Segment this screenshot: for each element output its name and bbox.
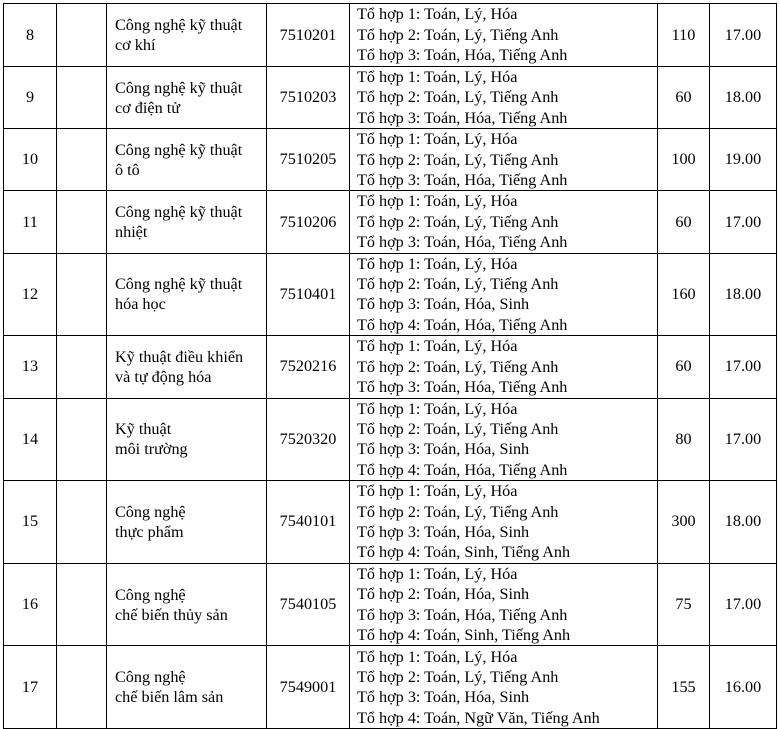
subject-combination: Tổ hợp 3: Toán, Hóa, Tiếng Anh bbox=[357, 46, 568, 65]
row-number: 9 bbox=[4, 67, 57, 129]
benchmark-score: 18.00 bbox=[710, 481, 777, 564]
subject-combination: Tổ hợp 1: Toán, Lý, Hóa bbox=[357, 564, 518, 583]
subject-combinations bbox=[350, 129, 658, 191]
subject-combination: Tổ hợp 2: Toán, Lý, Tiếng Anh bbox=[357, 25, 559, 44]
subject-combination: Tổ hợp 3: Toán, Hóa, Sinh bbox=[357, 440, 530, 459]
subject-combination: Tổ hợp 3: Toán, Hóa, Sinh bbox=[357, 688, 530, 707]
subject-combination: Tổ hợp 2: Toán, Lý, Tiếng Anh bbox=[357, 88, 559, 107]
program-name-line: Công nghệ kỹ thuật bbox=[115, 16, 243, 34]
subject-combinations bbox=[350, 67, 658, 129]
program-name-line: ô tô bbox=[115, 160, 140, 179]
table-body bbox=[4, 4, 777, 729]
quota: 75 bbox=[658, 563, 710, 646]
program-code: 7520320 bbox=[267, 398, 350, 481]
subject-combination: Tổ hợp 3: Toán, Hóa, Tiếng Anh bbox=[357, 378, 568, 397]
benchmark-score: 17.00 bbox=[710, 563, 777, 646]
program-code: 7510206 bbox=[267, 191, 350, 253]
benchmark-score: 19.00 bbox=[710, 129, 777, 191]
table-row bbox=[4, 4, 777, 67]
program-name bbox=[107, 191, 267, 253]
table-row bbox=[4, 129, 777, 191]
table-row bbox=[4, 253, 777, 336]
blank-cell bbox=[57, 67, 107, 129]
subject-combinations bbox=[350, 563, 658, 646]
program-name-line: thực phẩm bbox=[115, 522, 184, 541]
blank-cell bbox=[57, 191, 107, 253]
table-row bbox=[4, 336, 777, 398]
blank-cell bbox=[57, 398, 107, 481]
subject-combinations bbox=[350, 646, 658, 729]
subject-combination: Tổ hợp 4: Toán, Ngữ Văn, Tiếng Anh bbox=[357, 708, 600, 727]
program-name-line: cơ điện tử bbox=[115, 98, 180, 117]
program-name bbox=[107, 398, 267, 481]
blank-cell bbox=[57, 481, 107, 564]
quota: 100 bbox=[658, 129, 710, 191]
program-name-line: chế biến thủy sản bbox=[115, 605, 228, 624]
row-number: 8 bbox=[4, 4, 57, 67]
program-code: 7540101 bbox=[267, 481, 350, 564]
subject-combination: Tổ hợp 2: Toán, Lý, Tiếng Anh bbox=[357, 502, 559, 521]
table-row bbox=[4, 398, 777, 481]
subject-combination: Tổ hợp 2: Toán, Lý, Tiếng Anh bbox=[357, 357, 559, 376]
program-name bbox=[107, 67, 267, 129]
subject-combination: Tổ hợp 4: Toán, Sinh, Tiếng Anh bbox=[357, 625, 571, 644]
subject-combinations bbox=[350, 481, 658, 564]
subject-combination: Tổ hợp 1: Toán, Lý, Hóa bbox=[357, 5, 518, 24]
subject-combination: Tổ hợp 3: Toán, Hóa, Sinh bbox=[357, 295, 530, 314]
subject-combination: Tổ hợp 2: Toán, Lý, Tiếng Anh bbox=[357, 275, 559, 294]
subject-combination: Tổ hợp 2: Toán, Lý, Tiếng Anh bbox=[357, 667, 559, 686]
program-name bbox=[107, 4, 267, 67]
blank-cell bbox=[57, 129, 107, 191]
blank-cell bbox=[57, 646, 107, 729]
program-name-line: Công nghệ bbox=[115, 502, 186, 521]
blank-cell bbox=[57, 253, 107, 336]
subject-combination: Tổ hợp 2: Toán, Lý, Tiếng Anh bbox=[357, 150, 559, 169]
subject-combinations bbox=[350, 191, 658, 253]
program-name-line: nhiệt bbox=[115, 223, 148, 242]
program-code: 7549001 bbox=[267, 646, 350, 729]
program-code: 7520216 bbox=[267, 336, 350, 398]
subject-combination: Tổ hợp 2: Toán, Lý, Tiếng Anh bbox=[357, 419, 559, 438]
quota: 60 bbox=[658, 191, 710, 253]
row-number: 17 bbox=[4, 646, 57, 729]
program-name-line: hóa học bbox=[115, 295, 166, 314]
program-name-line: môi trường bbox=[115, 440, 188, 459]
table-row bbox=[4, 67, 777, 129]
program-code: 7510203 bbox=[267, 67, 350, 129]
subject-combination: Tổ hợp 1: Toán, Lý, Hóa bbox=[357, 482, 518, 501]
program-code: 7540105 bbox=[267, 563, 350, 646]
program-name-line: Công nghệ kỹ thuật bbox=[115, 78, 243, 97]
subject-combination: Tổ hợp 1: Toán, Lý, Hóa bbox=[357, 647, 518, 666]
benchmark-score: 17.00 bbox=[710, 4, 777, 67]
subject-combination: Tổ hợp 2: Toán, Hóa, Sinh bbox=[357, 585, 530, 604]
subject-combination: Tổ hợp 3: Toán, Hóa, Tiếng Anh bbox=[357, 233, 568, 252]
quota: 110 bbox=[658, 4, 710, 67]
benchmark-score: 18.00 bbox=[710, 67, 777, 129]
subject-combination: Tổ hợp 2: Toán, Lý, Tiếng Anh bbox=[357, 212, 559, 231]
subject-combination: Tổ hợp 1: Toán, Lý, Hóa bbox=[357, 130, 518, 149]
program-name-line: chế biến lâm sản bbox=[115, 688, 224, 707]
quota: 160 bbox=[658, 253, 710, 336]
table-row bbox=[4, 481, 777, 564]
program-code: 7510201 bbox=[267, 4, 350, 67]
subject-combination: Tổ hợp 3: Toán, Hóa, Tiếng Anh bbox=[357, 171, 568, 190]
subject-combination: Tổ hợp 3: Toán, Hóa, Sinh bbox=[357, 522, 530, 541]
program-name bbox=[107, 129, 267, 191]
row-number: 15 bbox=[4, 481, 57, 564]
blank-cell bbox=[57, 4, 107, 67]
benchmark-score: 16.00 bbox=[710, 646, 777, 729]
subject-combination: Tổ hợp 1: Toán, Lý, Hóa bbox=[357, 337, 518, 356]
subject-combinations bbox=[350, 398, 658, 481]
program-name-line: Công nghệ kỹ thuật bbox=[115, 203, 243, 222]
subject-combination: Tổ hợp 3: Toán, Hóa, Tiếng Anh bbox=[357, 108, 568, 127]
row-number: 12 bbox=[4, 253, 57, 336]
subject-combination: Tổ hợp 1: Toán, Lý, Hóa bbox=[357, 68, 518, 86]
benchmark-score: 18.00 bbox=[710, 253, 777, 336]
subject-combinations bbox=[350, 336, 658, 398]
table-row bbox=[4, 646, 777, 729]
quota: 80 bbox=[658, 398, 710, 481]
program-name-line: và tự động hóa bbox=[115, 367, 212, 386]
program-name-line: Công nghệ bbox=[115, 668, 186, 687]
subject-combinations bbox=[350, 253, 658, 336]
subject-combinations bbox=[350, 4, 658, 67]
quota: 155 bbox=[658, 646, 710, 729]
row-number: 11 bbox=[4, 191, 57, 253]
program-name-line: Kỹ thuật điều khiển bbox=[115, 347, 244, 366]
program-code: 7510401 bbox=[267, 253, 350, 336]
program-name-line: Kỹ thuật bbox=[115, 420, 172, 439]
subject-combination: Tổ hợp 1: Toán, Lý, Hóa bbox=[357, 399, 518, 418]
program-name-line: Công nghệ kỹ thuật bbox=[115, 140, 243, 159]
table-row bbox=[4, 563, 777, 646]
subject-combination: Tổ hợp 1: Toán, Lý, Hóa bbox=[357, 254, 518, 273]
row-number: 10 bbox=[4, 129, 57, 191]
quota: 60 bbox=[658, 67, 710, 129]
program-name-line: cơ khí bbox=[115, 36, 156, 54]
program-name bbox=[107, 481, 267, 564]
program-code: 7510205 bbox=[267, 129, 350, 191]
subject-combination: Tổ hợp 4: Toán, Hóa, Tiếng Anh bbox=[357, 315, 568, 334]
program-name bbox=[107, 253, 267, 336]
benchmark-score: 17.00 bbox=[710, 191, 777, 253]
quota: 300 bbox=[658, 481, 710, 564]
program-name-line: Công nghệ kỹ thuật bbox=[115, 275, 243, 294]
admission-table bbox=[3, 3, 777, 729]
program-name-line: Công nghệ bbox=[115, 585, 186, 604]
subject-combination: Tổ hợp 4: Toán, Hóa, Tiếng Anh bbox=[357, 460, 568, 479]
blank-cell bbox=[57, 336, 107, 398]
subject-combination: Tổ hợp 3: Toán, Hóa, Tiếng Anh bbox=[357, 605, 568, 624]
program-name bbox=[107, 646, 267, 729]
benchmark-score: 17.00 bbox=[710, 336, 777, 398]
row-number: 13 bbox=[4, 336, 57, 398]
table-row bbox=[4, 191, 777, 253]
row-number: 14 bbox=[4, 398, 57, 481]
program-name bbox=[107, 563, 267, 646]
subject-combination: Tổ hợp 1: Toán, Lý, Hóa bbox=[357, 192, 518, 211]
benchmark-score: 17.00 bbox=[710, 398, 777, 481]
quota: 60 bbox=[658, 336, 710, 398]
subject-combination: Tổ hợp 4: Toán, Sinh, Tiếng Anh bbox=[357, 543, 571, 562]
row-number: 16 bbox=[4, 563, 57, 646]
program-name bbox=[107, 336, 267, 398]
blank-cell bbox=[57, 563, 107, 646]
